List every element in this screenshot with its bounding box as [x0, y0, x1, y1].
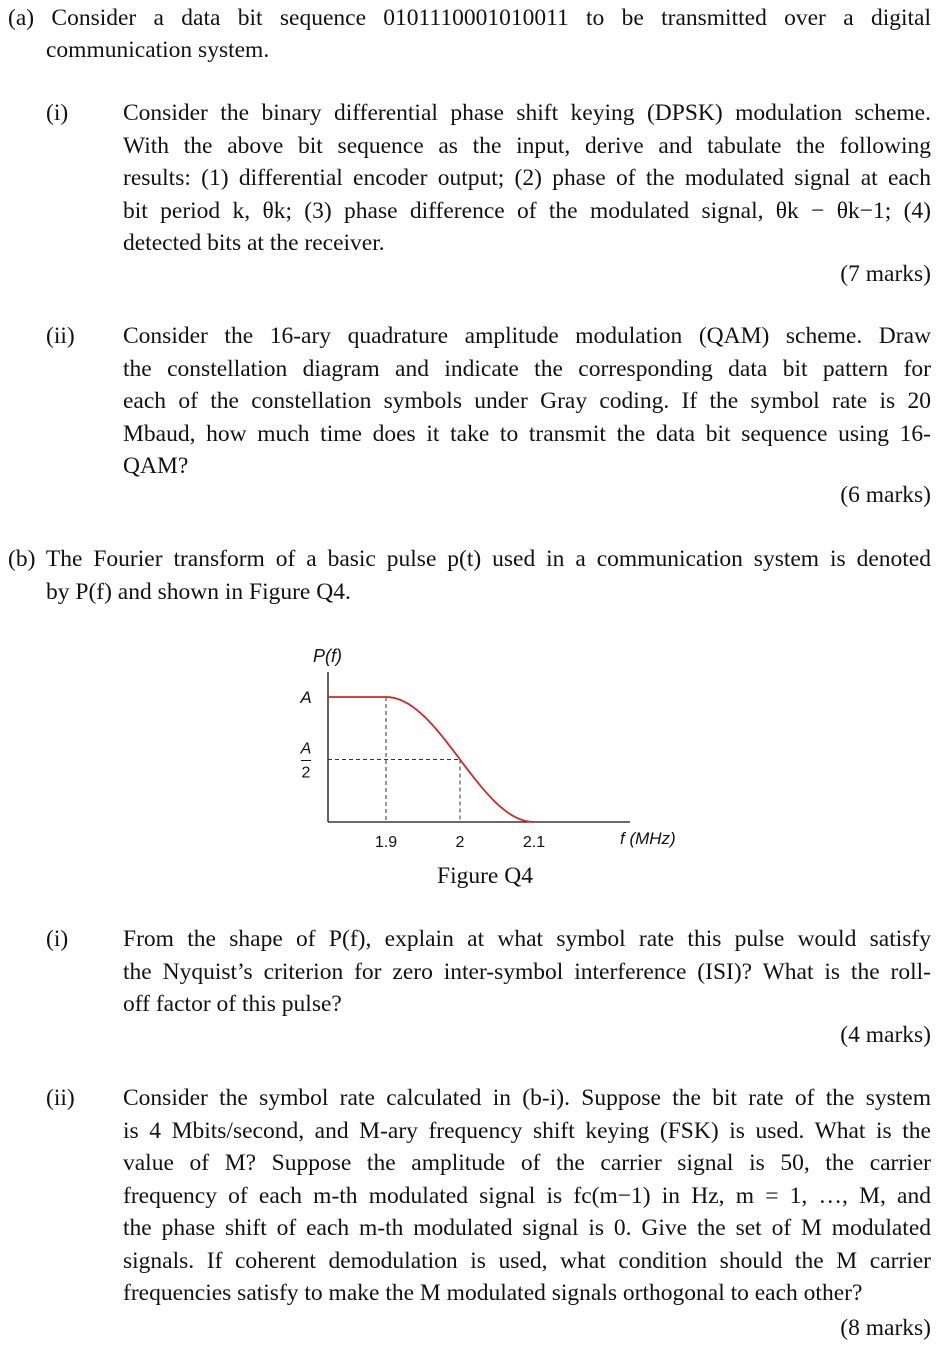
part-a-intro-line2: communication system.: [46, 37, 270, 63]
part-a-ii-line: Mbaud, how much time does it take to transmit the data bit sequence using 16-: [123, 420, 931, 447]
part-a-i-line: bit period k, θk; (3) phase difference of the modulated signal, θk − θk−1; (4): [123, 197, 931, 224]
part-b-intro-line1: (b) The Fourier transform of a basic pulse p(t) used in a communication system is denoted: [8, 546, 931, 572]
part-a-i-line: Consider the binary differential phase shift keying (DPSK) modulation scheme.: [123, 100, 931, 126]
part-b-i-question: [123, 923, 931, 1021]
x-tick-label-1-9: 1.9: [374, 834, 398, 851]
part-b-ii-label: (ii): [46, 1085, 75, 1111]
part-b-ii-line: frequency of each m-th modulated signal is fc(m−1) in Hz, m = 1, …, M, and: [123, 1182, 931, 1209]
part-a-i-label: (i): [46, 100, 69, 126]
y-tick-half-numerator: A: [300, 740, 312, 758]
part-b-ii-line: frequencies satisfy to make the M modulated signals orthogonal to each other?: [123, 1280, 863, 1306]
part-a-intro-line1: (a) Consider a data bit sequence 0101110001010011 to be transmitted over a digital: [8, 5, 931, 31]
part-a-i-question: [123, 97, 931, 260]
part-a-ii-question: [123, 320, 931, 483]
part-b-ii-line: the phase shift of each m-th modulated signal is 0. Give the set of M modulated: [123, 1215, 931, 1241]
part-a-i-line: results: (1) differential encoder output; (2) phase of the modulated signal at each: [123, 165, 931, 191]
figure-q4-caption: Figure Q4: [437, 863, 533, 889]
part-a-i-line: detected bits at the receiver.: [123, 230, 385, 256]
part-b-ii-line: signals. If coherent demodulation is used, what condition should the M carrier: [123, 1247, 931, 1274]
part-a-ii-line: QAM?: [123, 453, 189, 479]
part-b-ii-line: Consider the symbol rate calculated in (b-i). Suppose the bit rate of the system: [123, 1085, 931, 1111]
part-a-ii-line: Consider the 16-ary quadrature amplitude modulation (QAM) scheme. Draw: [123, 323, 931, 349]
x-tick-label-2-1: 2.1: [522, 834, 546, 851]
part-a-ii-line: the constellation diagram and indicate the corresponding data bit pattern for: [123, 355, 931, 382]
part-b-intro-line2: by P(f) and shown in Figure Q4.: [46, 579, 351, 605]
y-tick-half-denominator: 2: [301, 764, 311, 782]
part-b-ii-question: [123, 1082, 931, 1310]
y-tick-a: A: [300, 688, 312, 707]
part-b-i-line: From the shape of P(f), explain at what symbol rate this pulse would satisfy: [123, 926, 931, 952]
x-axis-label: f (MHz): [620, 829, 676, 848]
part-a-ii-label: (ii): [46, 323, 75, 349]
figure-q4-chart: [280, 636, 710, 896]
part-b-ii-line: value of M? Suppose the amplitude of the carrier signal is 50, the carrier: [123, 1150, 931, 1176]
part-a-i-marks: (7 marks): [840, 261, 931, 287]
part-a-ii-line: each of the constellation symbols under Gray coding. If the symbol rate is 20: [123, 388, 931, 414]
part-b-i-label: (i): [46, 926, 69, 952]
part-b-ii-marks: (8 marks): [840, 1315, 931, 1341]
x-tick-label-2: 2: [455, 834, 465, 851]
part-a-i-line: With the above bit sequence as the input, derive and tabulate the following: [123, 132, 931, 159]
part-a-ii-marks: (6 marks): [840, 482, 931, 508]
part-b-i-line: the Nyquist’s criterion for zero inter-symbol interference (ISI)? What is the roll-: [123, 958, 931, 985]
part-b-i-line: off factor of this pulse?: [123, 991, 342, 1017]
y-axis-label: P(f): [313, 646, 342, 666]
part-b-i-marks: (4 marks): [840, 1022, 931, 1048]
part-b-ii-line: is 4 Mbits/second, and M-ary frequency shift keying (FSK) is used. What is the: [123, 1117, 931, 1144]
